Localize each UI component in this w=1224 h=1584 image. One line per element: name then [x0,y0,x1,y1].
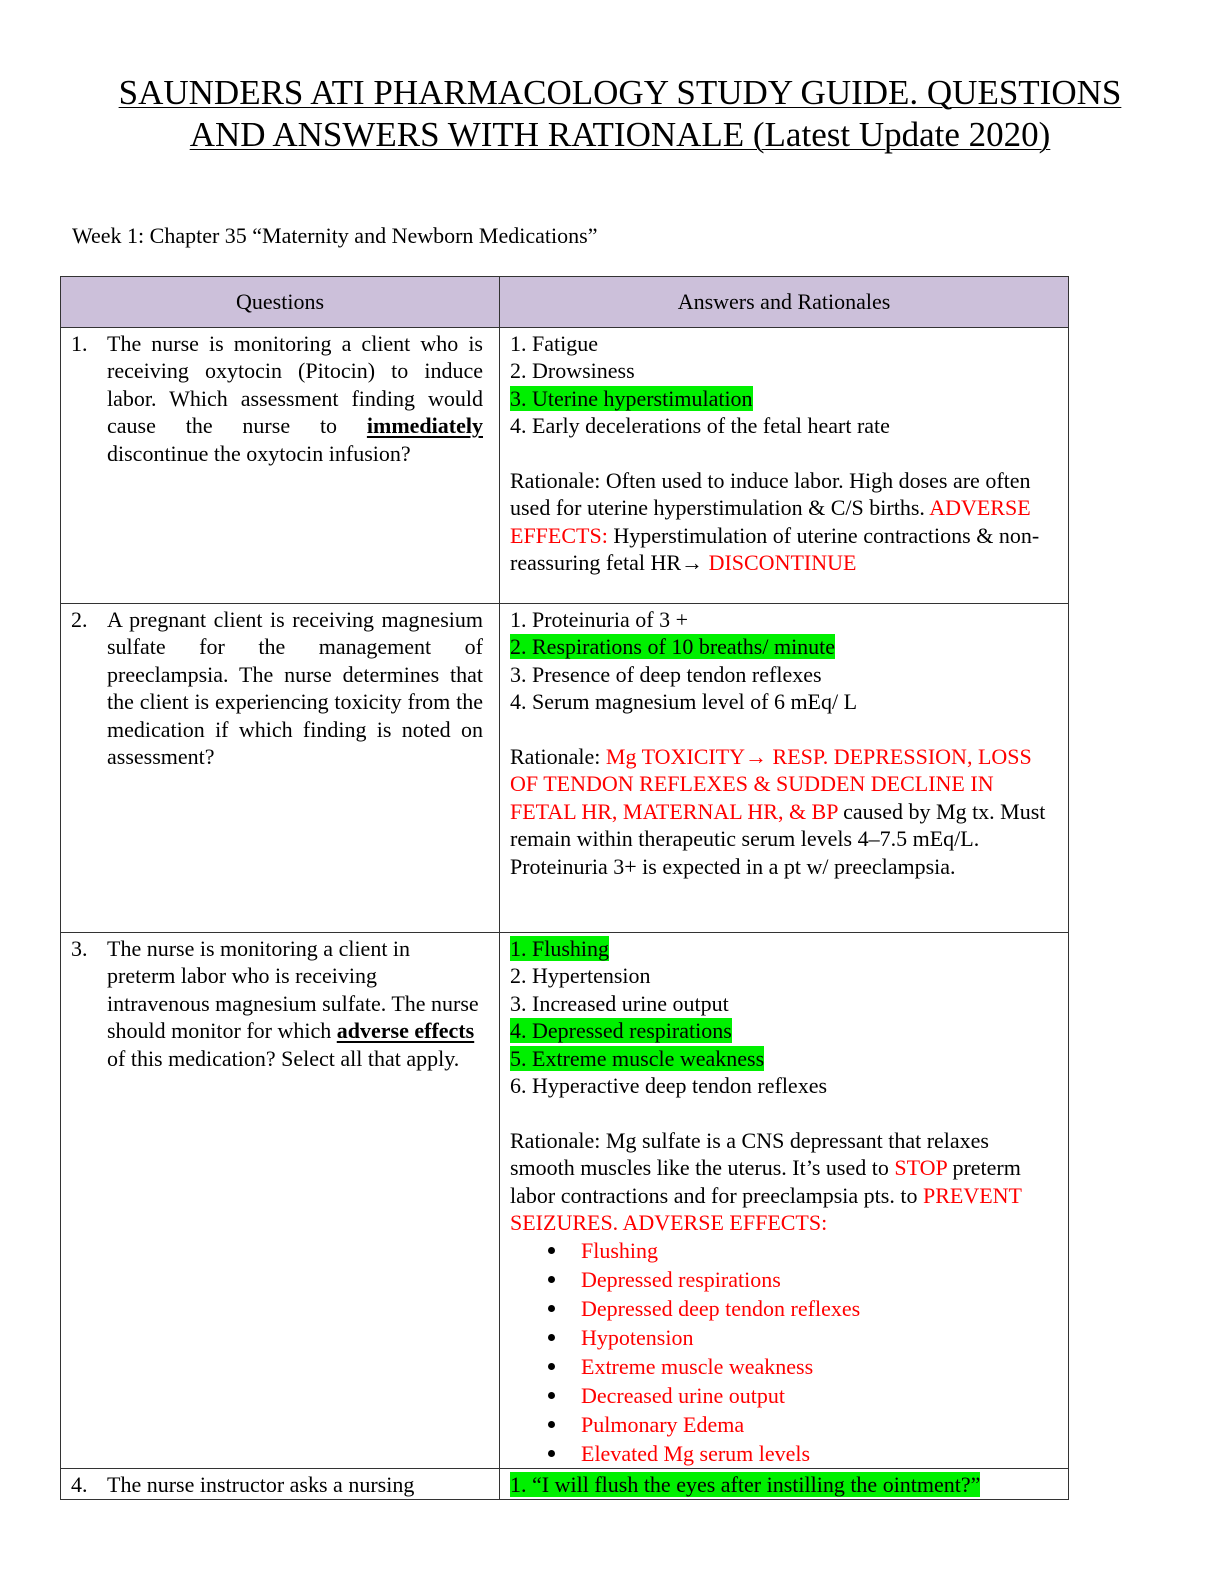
answer-option: 6. Hyperactive deep tendon reflexes [510,1073,828,1099]
question-text: The nurse is monitoring a client who is receiving oxytocin (Pitocin) to induce labor. Which assessment finding would cause the nurse to immediately discontinue the oxytocin infusion? [107,331,483,466]
question-number: 1. [71,331,88,356]
answer-cell [500,328,1069,604]
list-item: Hypotension [546,1323,1056,1352]
question-cell [61,328,500,604]
question-text: The nurse instructor asks a nursing [107,1472,415,1498]
answer-option: 1. Fatigue [510,331,598,356]
list-item: Decreased urine output [546,1381,1056,1410]
title-line-1: SAUNDERS ATI PHARMACOLOGY STUDY GUIDE. QUESTIONS [118,73,1122,112]
answer-option: 2. Hypertension [510,963,651,989]
list-item: Depressed respirations [546,1265,1056,1294]
answer-option-correct: 1. Flushing [510,936,610,961]
list-item: Pulmonary Edema [546,1410,1056,1439]
answer-option-correct: 2. Respirations of 10 breaths/ minute [510,634,836,660]
answer-option: 1. Proteinuria of 3 + [510,607,688,632]
answer-cell [500,1469,1069,1499]
answer-option-correct: 1. “I will flush the eyes after instilling the ointment?” [510,1472,981,1498]
list-item: Elevated Mg serum levels [546,1439,1056,1468]
answer-option-correct: 4. Depressed respirations [510,1018,732,1044]
list-item: Extreme muscle weakness [546,1352,1056,1381]
header-questions: Questions [61,277,500,328]
answer-option-correct: 3. Uterine hyperstimulation [510,385,753,411]
chapter-subtitle: Week 1: Chapter 35 “Maternity and Newborn Medications” [72,223,598,248]
rationale-emphasis: DISCONTINUE [708,550,857,576]
question-text: A pregnant client is receiving magnesium sulfate for the management of preeclampsia. The nurse determines that the client is experiencing toxicity from the medication if which finding is noted on assessment? [107,607,483,770]
question-number: 4. [71,1472,88,1498]
rationale-text: Rationale: Mg sulfate is a CNS depressant that relaxes smooth muscles like the uterus. It’s used to STOP preterm labor contractions and for preeclampsia pts. to PREVENT SEIZURES. ADVERSE EFFECTS: [510,1127,1022,1236]
table-row [61,1469,1069,1499]
question-cell [61,604,500,933]
answer-option: 3. Presence of deep tendon reflexes [510,661,822,687]
rationale-emphasis: Mg TOXICITY→ RESP. DEPRESSION, LOSS OF TENDON REFLEXES & SUDDEN DECLINE IN FETAL HR, MATERNAL HR, & BP [510,744,1032,824]
rationale-text: Rationale: Often used to induce labor. High doses are often used for uterine hyperstimulation & C/S births. ADVERSE EFFECTS: Hyperstimulation of uterine contractions & non-reassuring fetal HR→ DISCONTINUE [510,468,1040,576]
header-answers: Answers and Rationales [500,277,1069,328]
table-header-row [61,277,1069,328]
answer-option: 3. Increased urine output [510,990,729,1016]
answer-cell [500,933,1069,1469]
question-cell [61,933,500,1469]
list-item: Flushing [546,1236,1056,1265]
document-title [60,72,1180,156]
answer-option-correct: 5. Extreme muscle weakness [510,1045,765,1071]
answer-option: 4. Early decelerations of the fetal heart rate [510,413,890,439]
rationale-emphasis: ADVERSE EFFECTS: [510,495,1031,548]
table-row [61,933,1069,1469]
answer-option: 2. Drowsiness [510,358,635,384]
title-line-2: AND ANSWERS WITH RATIONALE (Latest Update 2020) [189,115,1051,154]
question-number: 3. [71,936,88,961]
question-emphasis: immediately [366,413,483,439]
rationale-emphasis: PREVENT SEIZURES. ADVERSE EFFECTS: [510,1182,1022,1236]
question-number: 2. [71,607,88,632]
table-row [61,328,1069,604]
rationale-text: Rationale: Mg TOXICITY→ RESP. DEPRESSION, LOSS OF TENDON REFLEXES & SUDDEN DECLINE IN FETAL HR, MATERNAL HR, & BP caused by Mg tx. Must remain within therapeutic serum levels 4–7.5 mEq/L. Proteinuria 3+ is expected in a pt w/ preeclampsia. [510,744,1046,879]
question-emphasis: adverse effects [336,1018,475,1044]
question-text: The nurse is monitoring a client in preterm labor who is receiving intravenous magnesium sulfate. The nurse should monitor for which adverse effects of this medication? Select all that apply. [107,936,479,1071]
list-item: Depressed deep tendon reflexes [546,1294,1056,1323]
answer-cell [500,604,1069,933]
qa-table [60,276,1069,1500]
table-row [61,604,1069,933]
rationale-emphasis: STOP [894,1155,947,1181]
adverse-effects-list [510,1236,1056,1468]
question-cell [61,1469,500,1499]
answer-option: 4. Serum magnesium level of 6 mEq/ L [510,689,858,715]
